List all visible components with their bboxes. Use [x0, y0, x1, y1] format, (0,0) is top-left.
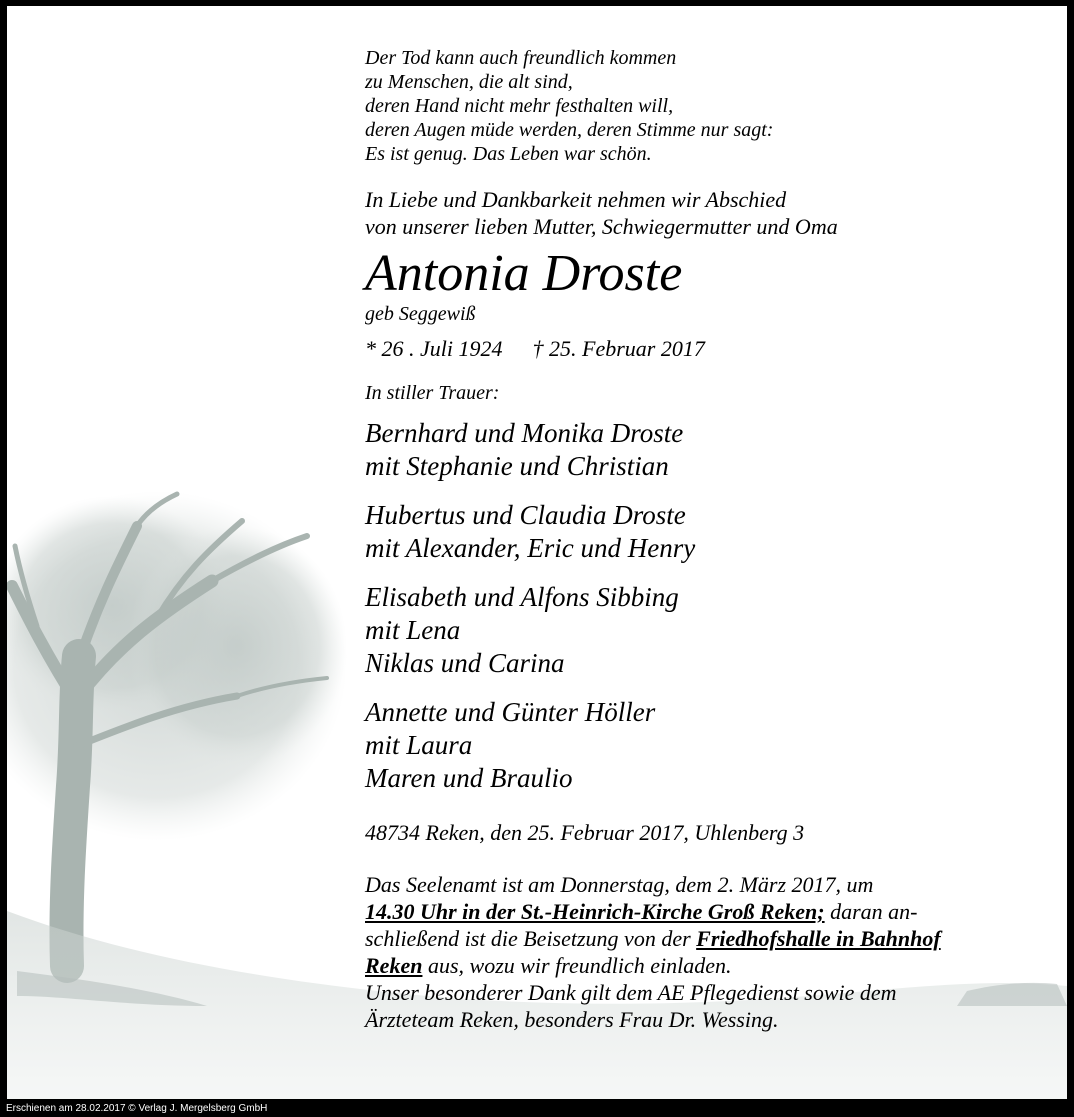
thanks-line: Ärzteteam Reken, besonders Frau Dr. Wessing. [365, 1007, 779, 1032]
publication-footer: Erschienen am 28.02.2017 © Verlag J. Mergelsberg GmbH [6, 1103, 268, 1114]
family-line: mit Stephanie und Christian [365, 451, 669, 481]
notice-line: Das Seelenamt ist am Donnerstag, dem 2. März 2017, um [365, 872, 874, 897]
intro-line: von unserer lieben Mutter, Schwiegermutter und Oma [365, 214, 838, 239]
farewell-intro [365, 186, 1025, 240]
family-line: Hubertus und Claudia Droste [365, 500, 686, 530]
notice-text: aus, wozu wir freundlich einladen. [422, 953, 732, 978]
family-group [365, 499, 1025, 565]
burial-hall: Friedhofshalle in Bahnhof [696, 926, 941, 951]
life-dates [365, 335, 1025, 363]
family-line: Maren und Braulio [365, 763, 573, 793]
family-group [365, 581, 1025, 680]
notice-line [365, 898, 1025, 925]
burial-hall-town: Reken [365, 953, 423, 978]
funeral-notice [365, 871, 1025, 1033]
poem [365, 46, 1025, 166]
obituary-card [7, 6, 1067, 1099]
birth-date: * 26 . Juli 1924 [365, 336, 503, 361]
obituary-text [365, 46, 1025, 1033]
mourning-label: In stiller Trauer: [365, 382, 500, 404]
death-date: † 25. Februar 2017 [532, 336, 705, 361]
poem-line: zu Menschen, die alt sind, [365, 71, 573, 93]
notice-line [365, 952, 1025, 979]
maiden-name: geb Seggewiß [365, 303, 476, 325]
deceased-name: Antonia Droste [365, 245, 683, 302]
notice-text: daran an- [824, 899, 918, 924]
notice-text: schließend ist die Beisetzung von der [365, 926, 697, 951]
family-line: mit Alexander, Eric und Henry [365, 533, 696, 563]
intro-line: In Liebe und Dankbarkeit nehmen wir Abschied [365, 187, 787, 212]
family-line: Bernhard und Monika Droste [365, 418, 684, 448]
family-line: mit Lena [365, 615, 461, 645]
poem-line: deren Hand nicht mehr festhalten will, [365, 95, 674, 117]
family-group [365, 696, 1025, 795]
place-date-address: 48734 Reken, den 25. Februar 2017, Uhlenberg 3 [365, 820, 805, 845]
poem-line: Es ist genug. Das Leben war schön. [365, 143, 652, 165]
family-line: Elisabeth und Alfons Sibbing [365, 582, 679, 612]
mourners-list [365, 417, 1025, 795]
notice-line [365, 925, 1025, 952]
thanks-line: Unser besonderer Dank gilt dem AE Pflegedienst sowie dem [365, 980, 897, 1005]
family-line: mit Laura [365, 730, 473, 760]
service-time-place: 14.30 Uhr in der St.-Heinrich-Kirche Groß Reken; [365, 899, 825, 924]
family-line: Annette und Günter Höller [365, 697, 656, 727]
family-line: Niklas und Carina [365, 648, 565, 678]
poem-line: deren Augen müde werden, deren Stimme nur sagt: [365, 119, 774, 141]
poem-line: Der Tod kann auch freundlich kommen [365, 47, 677, 69]
family-group [365, 417, 1025, 483]
